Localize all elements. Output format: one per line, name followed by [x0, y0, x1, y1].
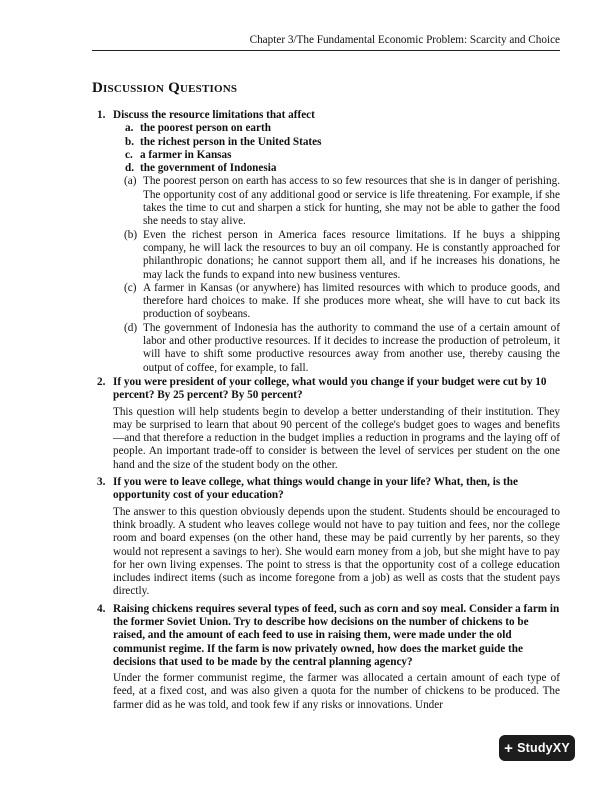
sub-question-letter: a. [125, 122, 134, 135]
sub-question-letter: d. [125, 162, 135, 175]
answer-item [124, 282, 560, 322]
sub-question-text: the poorest person on earth [140, 122, 271, 135]
studyxy-logo [499, 735, 575, 761]
answer-item [124, 175, 560, 228]
section-title: Discussion Questions [92, 80, 238, 96]
answer-text: The answer to this question obviously depends upon the student. Students should be encouraged to think broadly. A student who leaves college would not have to pay tuition and fees, nor the college room and board expenses (on the other hand, these may be paid currently by her parents, so they would not represent a savings to her). She would earn money from a job, but she might have to pay for her own living expenses. The point to stress is that the opportunity cost of a college education includes indirect items (such as income foregone from a job) as well as costs that the student pays directly. [113, 505, 560, 598]
answer-item [124, 322, 560, 375]
sub-question-letter: c. [125, 148, 133, 161]
answer-letter: (b) [124, 228, 138, 241]
question-number: 3. [97, 476, 106, 489]
brand-name: StudyXY [517, 741, 570, 755]
plus-icon: + [504, 739, 514, 757]
question-text: If you were to leave college, what things would change in your life? What, then, is the opportunity cost of your education? [113, 476, 518, 502]
answer-letter: (a) [124, 175, 137, 188]
question-number: 2. [97, 375, 106, 388]
sub-question [125, 136, 560, 149]
answer-letter: (c) [124, 281, 137, 294]
running-head: Chapter 3/The Fundamental Economic Problem: Scarcity and Choice [92, 34, 560, 51]
sub-question-list [125, 122, 560, 175]
question-4 [97, 603, 560, 712]
sub-question-text: the richest person in the United States [140, 135, 322, 148]
question-1 [97, 109, 560, 375]
question-text: Discuss the resource limitations that affect [113, 109, 315, 121]
question-number: 1. [97, 109, 106, 121]
answer-text: The government of Indonesia has the authority to command the use of a certain amount of labor and other productive resources. If it decides to increase the production of petroleum, it will have to shift some productive resources away from another use, thereby causing the output of coffee, for example, to fall. [143, 321, 560, 374]
answer-text: This question will help students begin to develop a better understanding of their institution. They may be surprised to learn that about 90 percent of the college's budget goes to wages and benefits—and that therefore a reduction in the budget implies a reduction in programs and the laying off of people. An important trade-off to consider is between the level of services per student on the one hand and the size of the student body on the other. [113, 405, 560, 471]
question-3 [97, 476, 560, 599]
question-text: If you were president of your college, what would you change if your budget were cut by 10 percent? By 25 percent? By 50 percent? [113, 375, 547, 402]
question-2 [97, 376, 560, 472]
answer-text: The poorest person on earth has access to so few resources that she is in danger of perishing. The opportunity cost of any additional good or service is life threatening. For example, if she takes the time to cut and sharpen a stick for hunting, she may not be able to gather the food she needs to stay alive. [143, 175, 560, 228]
question-text: Raising chickens requires several types of feed, such as corn and soy meal. Consider a farm in the former Soviet Union. Try to describe how decisions on the number of chickens to be raised, and the amount of each feed to use in raising them, were made under the old communist regime. If the farm is now privately owned, how does the market guide the decisions that used to be made by the central planning agency? [113, 602, 560, 668]
answer-list [113, 175, 560, 374]
sub-question [125, 122, 560, 135]
answer-item [124, 229, 560, 282]
answer-text: A farmer in Kansas (or anywhere) has limited resources with which to produce goods, and therefore hard choices to make. If she produces more wheat, she will have to cut back its production of soybeans. [143, 281, 560, 321]
question-number: 4. [97, 602, 106, 615]
answer-text: Under the former communist regime, the farmer was allocated a certain amount of each type of feed, at a fixed cost, and was also given a quota for the number of chickens to be produced. The farmer did as he was told, and took few if any risks or innovations. Under [113, 672, 560, 711]
sub-question-letter: b. [125, 135, 135, 148]
sub-question-text: the government of Indonesia [140, 162, 277, 175]
sub-question [125, 162, 560, 175]
sub-question [125, 149, 560, 162]
sub-question-text: a farmer in Kansas [140, 148, 232, 161]
answer-letter: (d) [124, 321, 138, 334]
answer-text: Even the richest person in America faces resource limitations. If he buys a shipping company, he will lack the resources to buy an oil company. He is constantly approached for philanthropic donations; he cannot support them all, and if he increases his donations, he may lack the funds to expand into new business ventures. [143, 228, 560, 281]
questions-list [97, 109, 560, 716]
